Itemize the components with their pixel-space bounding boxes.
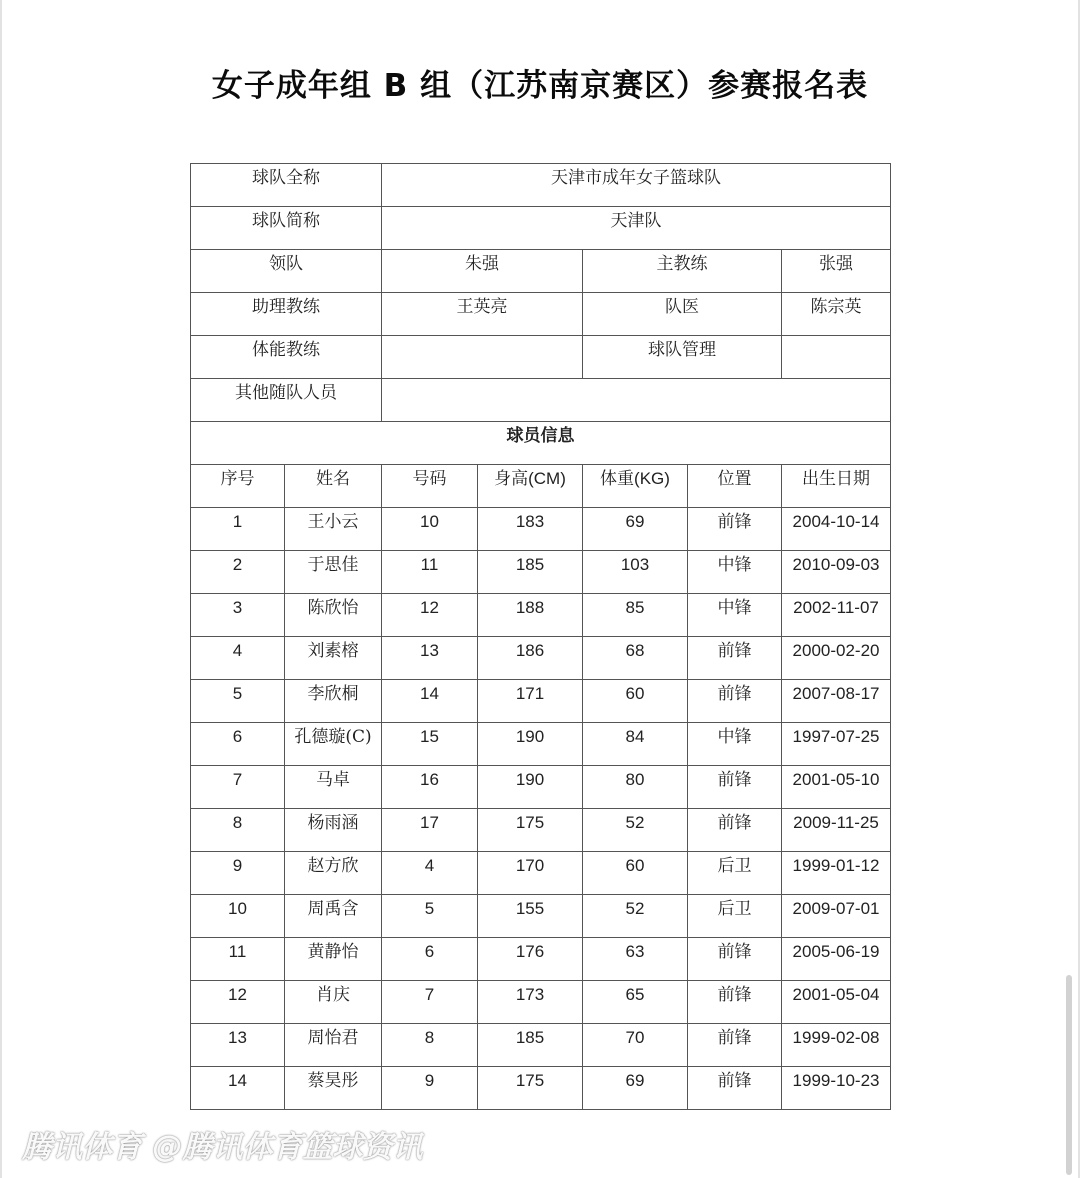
player-birthdate: 2000-02-20 bbox=[782, 637, 891, 680]
short-name-label: 球队简称 bbox=[191, 207, 382, 250]
player-number: 9 bbox=[382, 1067, 478, 1110]
player-name: 李欣桐 bbox=[285, 680, 382, 723]
player-index: 14 bbox=[191, 1067, 285, 1110]
player-weight: 69 bbox=[583, 1067, 688, 1110]
full-name-value: 天津市成年女子篮球队 bbox=[382, 164, 891, 207]
leader-value: 朱强 bbox=[382, 250, 583, 293]
player-weight: 84 bbox=[583, 723, 688, 766]
player-position: 前锋 bbox=[688, 766, 782, 809]
row-leader-coach bbox=[191, 250, 891, 293]
player-weight: 52 bbox=[583, 895, 688, 938]
players-header-row bbox=[191, 465, 891, 508]
column-header: 身高(CM) bbox=[478, 465, 583, 508]
player-birthdate: 2007-08-17 bbox=[782, 680, 891, 723]
player-row bbox=[191, 938, 891, 981]
player-number: 5 bbox=[382, 895, 478, 938]
player-name: 于思佳 bbox=[285, 551, 382, 594]
player-index: 13 bbox=[191, 1024, 285, 1067]
other-staff-label: 其他随队人员 bbox=[191, 379, 382, 422]
row-fitness-manager bbox=[191, 336, 891, 379]
player-number: 14 bbox=[382, 680, 478, 723]
player-birthdate: 1999-10-23 bbox=[782, 1067, 891, 1110]
row-short-name bbox=[191, 207, 891, 250]
player-name: 黄静怡 bbox=[285, 938, 382, 981]
player-birthdate: 1999-02-08 bbox=[782, 1024, 891, 1067]
other-staff-value bbox=[382, 379, 891, 422]
player-number: 4 bbox=[382, 852, 478, 895]
player-height: 188 bbox=[478, 594, 583, 637]
player-position: 中锋 bbox=[688, 723, 782, 766]
player-weight: 52 bbox=[583, 809, 688, 852]
player-name: 陈欣怡 bbox=[285, 594, 382, 637]
player-height: 185 bbox=[478, 1024, 583, 1067]
player-index: 11 bbox=[191, 938, 285, 981]
player-height: 190 bbox=[478, 723, 583, 766]
player-height: 186 bbox=[478, 637, 583, 680]
player-position: 前锋 bbox=[688, 637, 782, 680]
player-weight: 60 bbox=[583, 680, 688, 723]
player-position: 前锋 bbox=[688, 508, 782, 551]
player-name: 王小云 bbox=[285, 508, 382, 551]
registration-table bbox=[190, 163, 891, 1110]
player-number: 6 bbox=[382, 938, 478, 981]
player-name: 杨雨涵 bbox=[285, 809, 382, 852]
player-row bbox=[191, 637, 891, 680]
player-name: 马卓 bbox=[285, 766, 382, 809]
column-header: 出生日期 bbox=[782, 465, 891, 508]
player-row bbox=[191, 680, 891, 723]
player-birthdate: 2010-09-03 bbox=[782, 551, 891, 594]
players-section-title: 球员信息 bbox=[191, 422, 891, 465]
player-index: 3 bbox=[191, 594, 285, 637]
team-manager-label: 球队管理 bbox=[583, 336, 782, 379]
document-title: 女子成年组 B 组（江苏南京赛区）参赛报名表 bbox=[211, 68, 869, 104]
column-header: 位置 bbox=[688, 465, 782, 508]
player-index: 10 bbox=[191, 895, 285, 938]
player-index: 4 bbox=[191, 637, 285, 680]
player-position: 前锋 bbox=[688, 680, 782, 723]
player-row bbox=[191, 809, 891, 852]
player-height: 183 bbox=[478, 508, 583, 551]
player-number: 16 bbox=[382, 766, 478, 809]
fitness-coach-label: 体能教练 bbox=[191, 336, 382, 379]
column-header: 姓名 bbox=[285, 465, 382, 508]
player-weight: 60 bbox=[583, 852, 688, 895]
player-name: 周禹含 bbox=[285, 895, 382, 938]
player-position: 前锋 bbox=[688, 809, 782, 852]
player-index: 2 bbox=[191, 551, 285, 594]
player-position: 前锋 bbox=[688, 1067, 782, 1110]
player-height: 176 bbox=[478, 938, 583, 981]
player-row bbox=[191, 723, 891, 766]
player-index: 9 bbox=[191, 852, 285, 895]
short-name-value: 天津队 bbox=[382, 207, 891, 250]
player-name: 蔡昊彤 bbox=[285, 1067, 382, 1110]
player-number: 8 bbox=[382, 1024, 478, 1067]
player-row bbox=[191, 1024, 891, 1067]
player-weight: 69 bbox=[583, 508, 688, 551]
player-position: 后卫 bbox=[688, 852, 782, 895]
player-row bbox=[191, 852, 891, 895]
player-name: 周怡君 bbox=[285, 1024, 382, 1067]
player-height: 173 bbox=[478, 981, 583, 1024]
player-weight: 63 bbox=[583, 938, 688, 981]
player-number: 11 bbox=[382, 551, 478, 594]
player-weight: 65 bbox=[583, 981, 688, 1024]
player-position: 前锋 bbox=[688, 981, 782, 1024]
row-other-staff bbox=[191, 379, 891, 422]
page-left-edge bbox=[0, 0, 2, 1178]
team-manager-value bbox=[782, 336, 891, 379]
player-index: 7 bbox=[191, 766, 285, 809]
column-header: 体重(KG) bbox=[583, 465, 688, 508]
player-weight: 68 bbox=[583, 637, 688, 680]
player-number: 10 bbox=[382, 508, 478, 551]
player-height: 175 bbox=[478, 1067, 583, 1110]
player-position: 前锋 bbox=[688, 1024, 782, 1067]
full-name-label: 球队全称 bbox=[191, 164, 382, 207]
players-list bbox=[191, 508, 891, 1110]
player-number: 15 bbox=[382, 723, 478, 766]
player-name: 孔德璇(C) bbox=[285, 723, 382, 766]
player-weight: 70 bbox=[583, 1024, 688, 1067]
player-index: 12 bbox=[191, 981, 285, 1024]
player-height: 170 bbox=[478, 852, 583, 895]
player-birthdate: 2004-10-14 bbox=[782, 508, 891, 551]
player-birthdate: 1997-07-25 bbox=[782, 723, 891, 766]
player-weight: 80 bbox=[583, 766, 688, 809]
scrollbar-thumb[interactable] bbox=[1066, 975, 1072, 1175]
player-height: 190 bbox=[478, 766, 583, 809]
column-header: 号码 bbox=[382, 465, 478, 508]
player-row bbox=[191, 895, 891, 938]
player-name: 赵方欣 bbox=[285, 852, 382, 895]
player-birthdate: 2002-11-07 bbox=[782, 594, 891, 637]
fitness-coach-value bbox=[382, 336, 583, 379]
player-number: 17 bbox=[382, 809, 478, 852]
player-position: 中锋 bbox=[688, 594, 782, 637]
player-height: 185 bbox=[478, 551, 583, 594]
player-name: 刘素榕 bbox=[285, 637, 382, 680]
column-header: 序号 bbox=[191, 465, 285, 508]
player-index: 5 bbox=[191, 680, 285, 723]
player-row bbox=[191, 508, 891, 551]
player-position: 中锋 bbox=[688, 551, 782, 594]
doctor-label: 队医 bbox=[583, 293, 782, 336]
player-row bbox=[191, 981, 891, 1024]
row-assistant-doctor bbox=[191, 293, 891, 336]
player-index: 6 bbox=[191, 723, 285, 766]
head-coach-label: 主教练 bbox=[583, 250, 782, 293]
row-full-name bbox=[191, 164, 891, 207]
player-birthdate: 2009-11-25 bbox=[782, 809, 891, 852]
player-height: 155 bbox=[478, 895, 583, 938]
player-row bbox=[191, 551, 891, 594]
player-number: 13 bbox=[382, 637, 478, 680]
player-row bbox=[191, 1067, 891, 1110]
doctor-value: 陈宗英 bbox=[782, 293, 891, 336]
player-number: 7 bbox=[382, 981, 478, 1024]
player-number: 12 bbox=[382, 594, 478, 637]
player-name: 肖庆 bbox=[285, 981, 382, 1024]
row-players-section bbox=[191, 422, 891, 465]
player-birthdate: 2005-06-19 bbox=[782, 938, 891, 981]
watermark-text: 腾讯体育 @腾讯体育篮球资讯 bbox=[22, 1130, 423, 1165]
player-index: 8 bbox=[191, 809, 285, 852]
player-index: 1 bbox=[191, 508, 285, 551]
player-birthdate: 2009-07-01 bbox=[782, 895, 891, 938]
head-coach-value: 张强 bbox=[782, 250, 891, 293]
player-position: 前锋 bbox=[688, 938, 782, 981]
player-birthdate: 2001-05-04 bbox=[782, 981, 891, 1024]
player-row bbox=[191, 766, 891, 809]
player-position: 后卫 bbox=[688, 895, 782, 938]
player-row bbox=[191, 594, 891, 637]
player-birthdate: 2001-05-10 bbox=[782, 766, 891, 809]
player-weight: 85 bbox=[583, 594, 688, 637]
player-height: 175 bbox=[478, 809, 583, 852]
player-weight: 103 bbox=[583, 551, 688, 594]
player-birthdate: 1999-01-12 bbox=[782, 852, 891, 895]
team-info-section bbox=[191, 164, 891, 508]
assistant-coach-label: 助理教练 bbox=[191, 293, 382, 336]
leader-label: 领队 bbox=[191, 250, 382, 293]
player-height: 171 bbox=[478, 680, 583, 723]
assistant-coach-value: 王英亮 bbox=[382, 293, 583, 336]
